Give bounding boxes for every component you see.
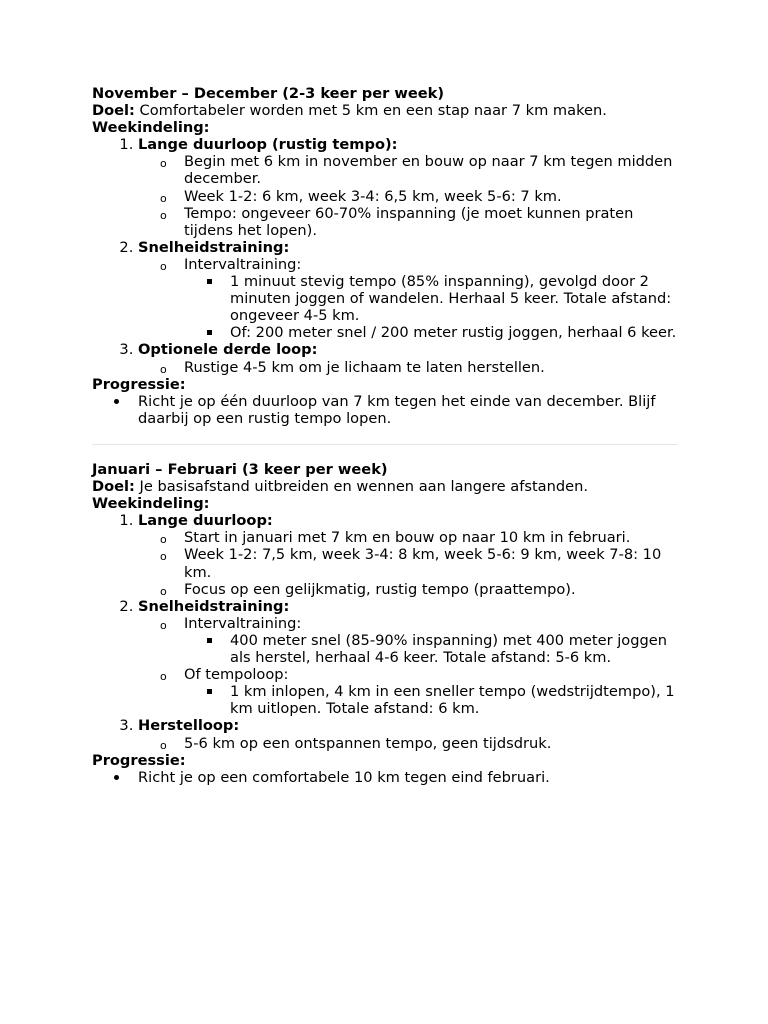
schedule-label: Weekindeling:	[92, 495, 210, 513]
sub-item: o Intervaltraining: 400 meter snel (85-90% inspanning) met 400 meter joggen als herstel, herhaal 4-6 keer. Totale afstand: 5-6 km.	[184, 615, 678, 666]
schedule-item: 1. Lange duurloop (rustig tempo): o Begin met 6 km in november en bouw op naar 7 km tegen midden december. o Week 1-2: 6 km, week 3-4: 6,5 km, week 5-6: 7 km. o Tempo: ongeveer 60-70% inspanning (je moet kunnen praten tijdens het lopen).	[138, 136, 678, 239]
progress-item: Richt je op één duurloop van 7 km tegen het einde van december. Blijf daarbij op een rustig tempo lopen.	[138, 393, 678, 427]
progress-label: Progressie:	[92, 375, 186, 393]
sub-item: o Week 1-2: 6 km, week 3-4: 6,5 km, week 5-6: 7 km.	[184, 188, 678, 205]
sub-item: o Focus op een gelijkmatig, rustig tempo (praattempo).	[184, 581, 678, 598]
schedule-list	[92, 136, 678, 375]
progress-list	[92, 769, 678, 786]
sub-item: o Of tempoloop: 1 km inlopen, 4 km in een sneller tempo (wedstrijdtempo), 1 km uitlopen. Totale afstand: 6 km.	[184, 666, 678, 717]
sub-list	[138, 359, 678, 376]
sub-item: o Start in januari met 7 km en bouw op naar 10 km in februari.	[184, 529, 678, 546]
sub-list	[138, 735, 678, 752]
schedule-item: 2. Snelheidstraining: o Intervaltraining: 1 minuut stevig tempo (85% inspanning), gevolgd door 2 minuten joggen of wandelen. Herhaal 5 keer. Totale afstand: ongeveer 4-5 km. Of: 200 meter snel / 200 meter rustig joggen, herhaal 6 keer.	[138, 239, 678, 342]
goal-line: Doel: Je basisafstand uitbreiden en wennen aan langere afstanden.	[92, 478, 588, 496]
sub-item: o Rustige 4-5 km om je lichaam te laten herstellen.	[184, 359, 678, 376]
detail-list	[184, 273, 678, 341]
section-divider	[92, 444, 678, 445]
sub-list	[138, 256, 678, 341]
detail-item: 1 minuut stevig tempo (85% inspanning), gevolgd door 2 minuten joggen of wandelen. Herhaal 5 keer. Totale afstand: ongeveer 4-5 km.	[230, 273, 678, 324]
sub-item: o Begin met 6 km in november en bouw op naar 7 km tegen midden december.	[184, 153, 678, 187]
progress-item: Richt je op een comfortabele 10 km tegen eind februari.	[138, 769, 678, 786]
sub-item: o Week 1-2: 7,5 km, week 3-4: 8 km, week 5-6: 9 km, week 7-8: 10 km.	[184, 546, 678, 580]
detail-item: 400 meter snel (85-90% inspanning) met 400 meter joggen als herstel, herhaal 4-6 keer. Totale afstand: 5-6 km.	[230, 632, 678, 666]
detail-list	[184, 683, 678, 717]
progress-list	[92, 393, 678, 427]
schedule-label: Weekindeling:	[92, 119, 210, 137]
section-heading: Januari – Februari (3 keer per week)	[92, 461, 388, 478]
sub-list	[138, 615, 678, 718]
detail-item: Of: 200 meter snel / 200 meter rustig joggen, herhaal 6 keer.	[230, 324, 677, 342]
goal-line: Doel: Comfortabeler worden met 5 km en een stap naar 7 km maken.	[92, 102, 607, 120]
sub-list	[138, 153, 678, 238]
section-januari-februari	[92, 461, 678, 786]
schedule-item: 1. Lange duurloop: o Start in januari met 7 km en bouw op naar 10 km in februari. o Week 1-2: 7,5 km, week 3-4: 8 km, week 5-6: 9 km, week 7-8: 10 km. o Focus op een gelijkmatig, rustig tempo (praattempo).	[138, 512, 678, 597]
schedule-list	[92, 512, 678, 751]
schedule-item: 3. Optionele derde loop: o Rustige 4-5 km om je lichaam te laten herstellen.	[138, 341, 678, 375]
section-heading: November – December (2-3 keer per week)	[92, 85, 445, 102]
detail-item: 1 km inlopen, 4 km in een sneller tempo (wedstrijdtempo), 1 km uitlopen. Totale afstand: 6 km.	[230, 683, 678, 717]
progress-label: Progressie:	[92, 751, 186, 769]
sub-item: o Tempo: ongeveer 60-70% inspanning (je moet kunnen praten tijdens het lopen).	[184, 205, 678, 239]
detail-list	[184, 632, 678, 666]
section-november-december	[92, 85, 678, 427]
sub-list	[138, 529, 678, 597]
schedule-item: 3. Herstelloop: o 5-6 km op een ontspannen tempo, geen tijdsdruk.	[138, 717, 678, 751]
sub-item: o 5-6 km op een ontspannen tempo, geen tijdsdruk.	[184, 735, 678, 752]
sub-item: o Intervaltraining: 1 minuut stevig tempo (85% inspanning), gevolgd door 2 minuten joggen of wandelen. Herhaal 5 keer. Totale afstand: ongeveer 4-5 km. Of: 200 meter snel / 200 meter rustig joggen, herhaal 6 keer.	[184, 256, 678, 341]
schedule-item: 2. Snelheidstraining: o Intervaltraining: 400 meter snel (85-90% inspanning) met 400 meter joggen als herstel, herhaal 4-6 keer. Totale afstand: 5-6 km. o Of tempoloop: 1 km inlopen, 4 km in een sneller tempo (wedstrijdtempo), 1 km uitlopen. Totale afstand: 6 km.	[138, 598, 678, 718]
